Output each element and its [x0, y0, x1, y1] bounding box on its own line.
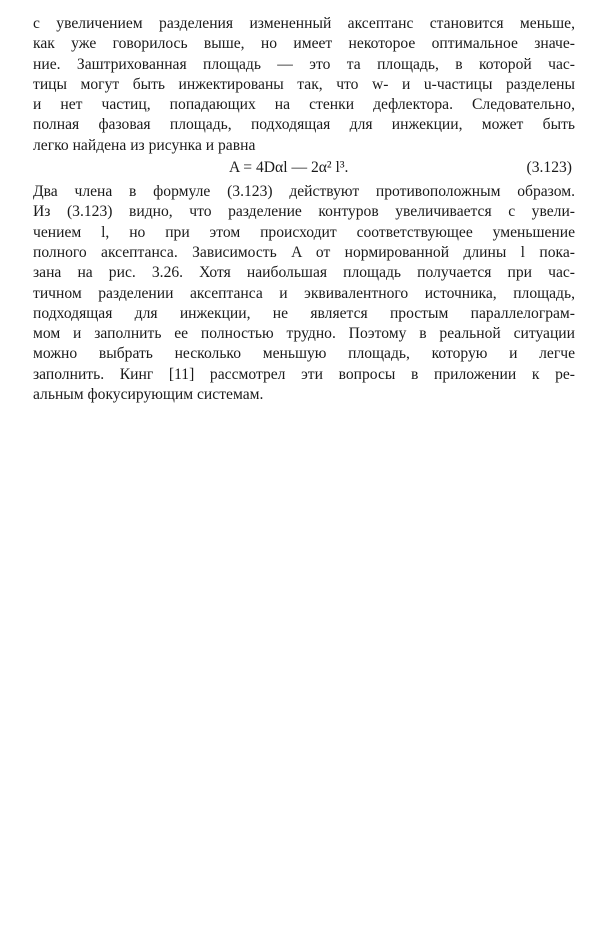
text-line: легко найдена из рисунка и равна [33, 136, 256, 154]
text-line: подходящая для инжекции, не является простым параллелограм- [33, 304, 575, 322]
paragraph-2 [33, 182, 575, 405]
text-line: можно выбрать несколько меньшую площадь, которую и легче [33, 345, 575, 363]
equation-formula: A = 4Dαl — 2α² l³. [229, 159, 349, 177]
text-line: Два члена в формуле (3.123) действуют противоположным образом. [33, 183, 575, 201]
text-line: с увеличением разделения измененный аксептанс становится меньше, [33, 15, 575, 32]
text-line: и нет частиц, попадающих на стенки дефлектора. Следовательно, [33, 96, 575, 114]
paragraph-1 [33, 14, 575, 156]
text-line: зана на рис. 3.26. Хотя наибольшая площадь получается при час- [33, 264, 575, 282]
text-line: полного аксептанса. Зависимость A от нормированной длины l пока- [33, 243, 575, 261]
text-line: мом и заполнить ее полностью трудно. Поэтому в реальной ситуации [33, 325, 575, 343]
text-line: как уже говорилось выше, но имеет некоторое оптимальное значе- [33, 35, 575, 53]
text-line: альным фокусирующим системам. [33, 386, 264, 404]
text-line: Из (3.123) видно, что разделение контуров увеличивается с увели- [33, 203, 575, 221]
text-line: полная фазовая площадь, подходящая для инжекции, может быть [33, 116, 575, 134]
text-line: ние. Заштрихованная площадь — это та площадь, в которой час- [33, 55, 575, 73]
text-line: тицы могут быть инжектированы так, что w- и u-частицы разделены [33, 75, 575, 93]
page-text [33, 14, 575, 405]
equation-number: (3.123) [526, 159, 572, 177]
equation-3-123 [33, 156, 575, 180]
text-line: тичном разделении аксептанса и эквивалентного источника, площадь, [33, 284, 575, 302]
text-line: заполнить. Кинг [11] рассмотрел эти вопросы в приложении к ре- [33, 365, 575, 383]
text-line: чением l, но при этом происходит соответствующее уменьшение [33, 223, 575, 241]
